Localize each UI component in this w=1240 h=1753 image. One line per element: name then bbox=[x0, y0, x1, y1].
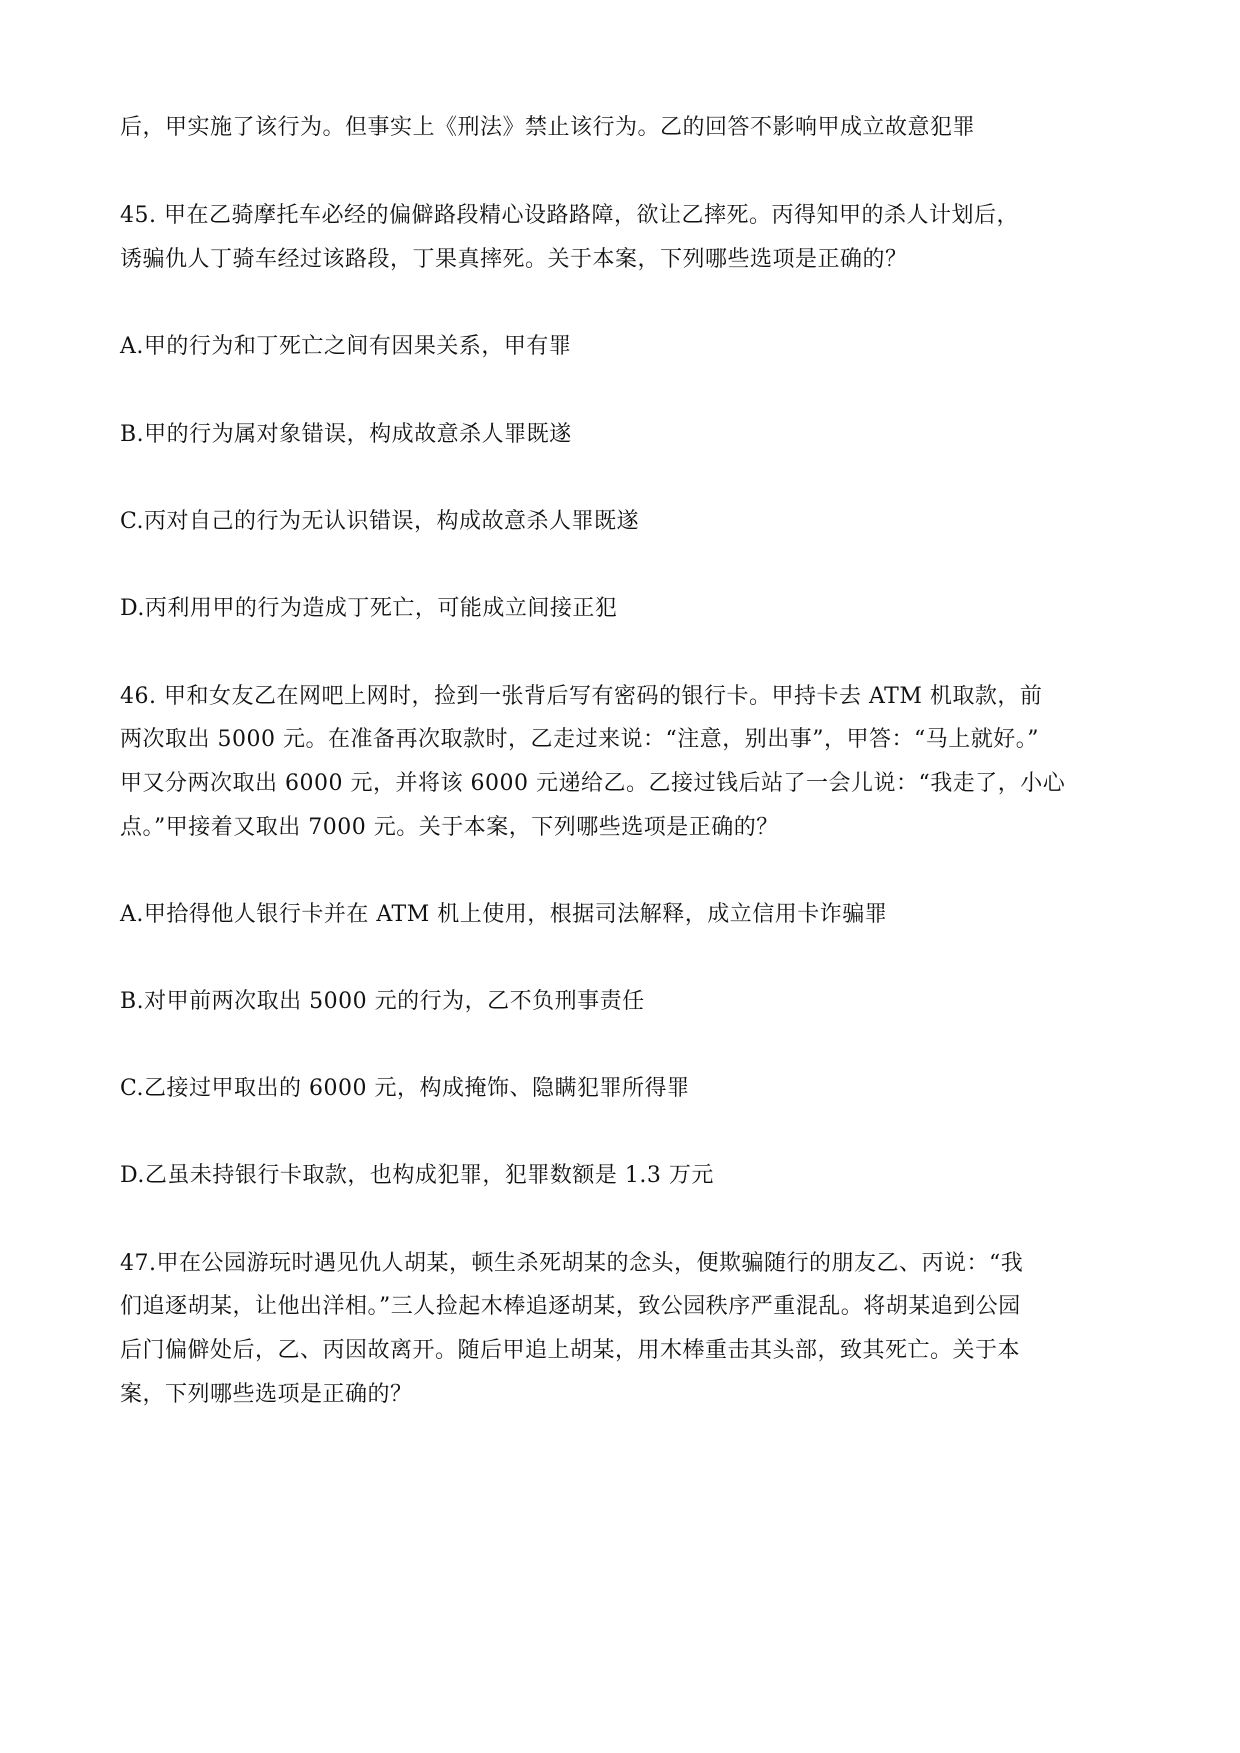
question-46-line-1: 46. 甲和女友乙在网吧上网时，捡到一张背后写有密码的银行卡。甲持卡去 ATM 机取款，前 bbox=[120, 684, 1043, 709]
question-46-line-2: 两次取出 5000 元。在准备再次取款时，乙走过来说：“注意，别出事”，甲答：“马上就好。” bbox=[120, 727, 1039, 752]
question-47-line-2: 们追逐胡某，让他出洋相。”三人捡起木棒追逐胡某，致公园秩序严重混乱。将胡某追到公园 bbox=[120, 1294, 1021, 1319]
question-46-line-3: 甲又分两次取出 6000 元，并将该 6000 元递给乙。乙接过钱后站了一会儿说：“我走了，小心 bbox=[120, 771, 1066, 796]
question-45-line-2: 诱骗仇人丁骑车经过该路段，丁果真摔死。关于本案，下列哪些选项是正确的？ bbox=[120, 247, 908, 272]
question-45-line-1: 45. 甲在乙骑摩托车必经的偏僻路段精心设路路障，欲让乙摔死。丙得知甲的杀人计划后， bbox=[120, 203, 1019, 228]
question-45-option-d: D.丙利用甲的行为造成丁死亡，可能成立间接正犯 bbox=[120, 596, 618, 621]
text-line-continuation: 后，甲实施了该行为。但事实上《刑法》禁止该行为。乙的回答不影响甲成立故意犯罪 bbox=[120, 115, 976, 140]
question-45-option-a: A.甲的行为和丁死亡之间有因果关系，甲有罪 bbox=[120, 334, 572, 359]
question-46-option-d: D.乙虽未持银行卡取款，也构成犯罪，犯罪数额是 1.3 万元 bbox=[120, 1163, 714, 1188]
question-47-line-3: 后门偏僻处后，乙、丙因故离开。随后甲追上胡某，用木棒重击其头部，致其死亡。关于本 bbox=[120, 1338, 1021, 1363]
question-45-option-c: C.丙对自己的行为无认识错误，构成故意杀人罪既遂 bbox=[120, 509, 640, 534]
question-45-option-b: B.甲的行为属对象错误，构成故意杀人罪既遂 bbox=[120, 422, 572, 447]
question-46-option-b: B.对甲前两次取出 5000 元的行为，乙不负刑事责任 bbox=[120, 989, 645, 1014]
question-46-line-4: 点。”甲接着又取出 7000 元。关于本案，下列哪些选项是正确的？ bbox=[120, 815, 779, 840]
question-47-line-1: 47.甲在公园游玩时遇见仇人胡某，顿生杀死胡某的念头，便欺骗随行的朋友乙、丙说：“我 bbox=[120, 1251, 1024, 1276]
question-47-line-4: 案，下列哪些选项是正确的？ bbox=[120, 1382, 413, 1407]
question-46-option-a: A.甲拾得他人银行卡并在 ATM 机上使用，根据司法解释，成立信用卡诈骗罪 bbox=[120, 902, 888, 927]
question-46-option-c: C.乙接过甲取出的 6000 元，构成掩饰、隐瞒犯罪所得罪 bbox=[120, 1076, 690, 1101]
